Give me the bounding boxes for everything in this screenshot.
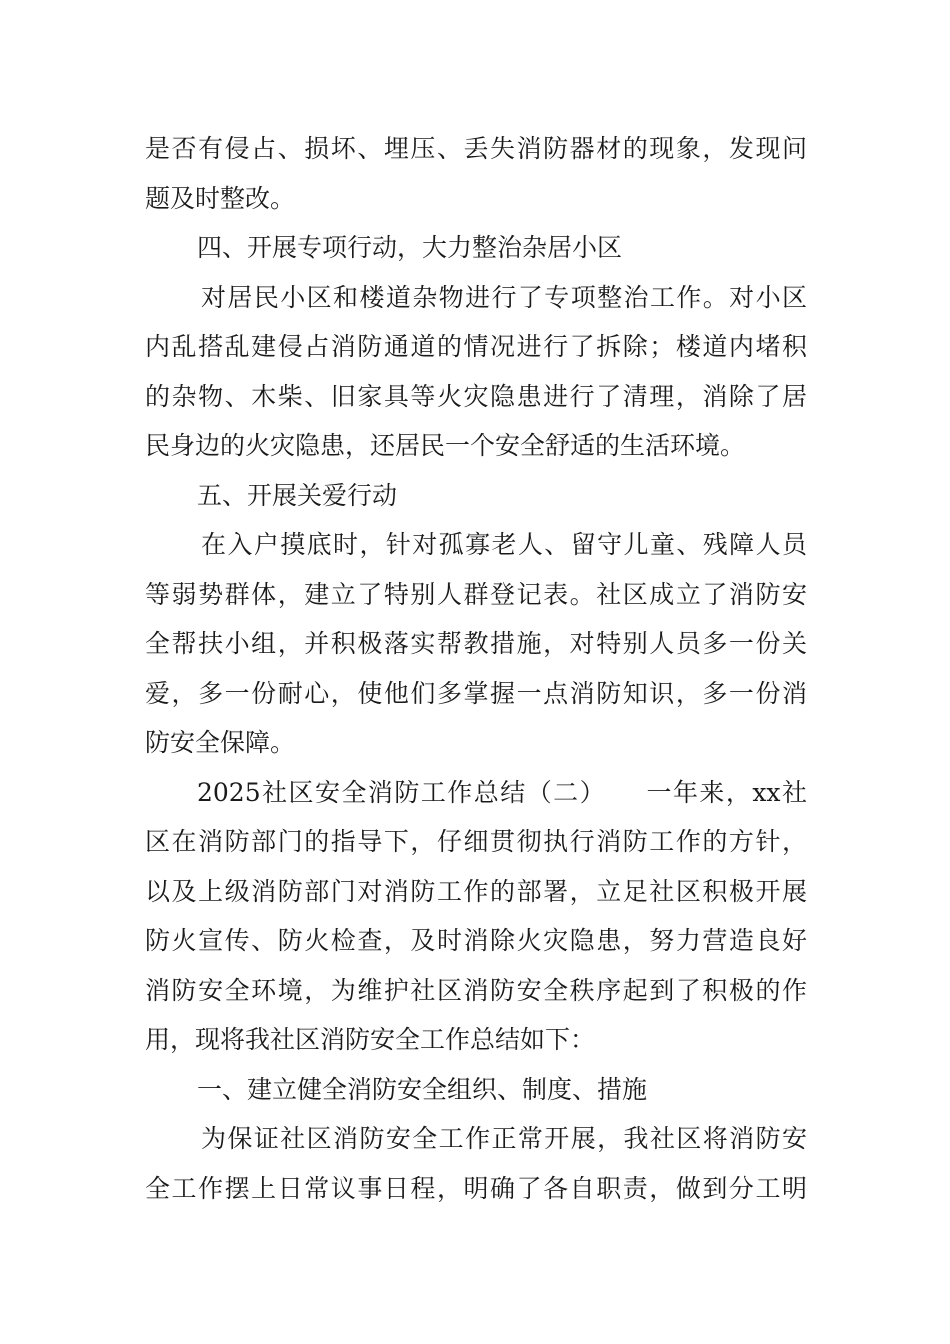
body-text-line: 等弱势群体，建立了特别人群登记表。社区成立了消防安 [145, 579, 807, 609]
body-text-line: 的杂物、木柴、旧家具等火灾隐患进行了清理，消除了居 [145, 381, 807, 411]
body-text-line: 全帮扶小组，并积极落实帮教措施，对特别人员多一份关 [145, 629, 807, 658]
body-text-line: 用，现将我社区消防安全工作总结如下： [145, 1025, 596, 1054]
body-text-line: 在入户摸底时，针对孤寡老人、留守儿童、残障人员 [201, 530, 807, 559]
section-heading: 一、建立健全消防安全组织、制度、措施 [197, 1074, 648, 1104]
body-text-line: 为保证社区消防安全工作正常开展，我社区将消防安 [201, 1124, 807, 1153]
body-text-line: 对居民小区和楼道杂物进行了专项整治工作。对小区 [201, 282, 807, 312]
section-heading: 四、开展专项行动，大力整治杂居小区 [197, 233, 623, 262]
body-text-line: 消防安全环境，为维护社区消防安全秩序起到了积极的作 [145, 975, 807, 1005]
body-text-line: 爱，多一份耐心，使他们多掌握一点消防知识，多一份消 [145, 678, 807, 708]
document-page [145, 124, 807, 1213]
section-heading: 五、开展关爱行动 [197, 480, 398, 510]
body-text-line: 民身边的火灾隐患，还居民一个安全舒适的生活环境。 [145, 431, 746, 460]
body-text-line: 防火宣传、防火检查，及时消除火灾隐患，努力营造良好 [145, 926, 807, 955]
body-text-line: 是否有侵占、损坏、埋压、丢失消防器材的现象，发现问 [145, 134, 807, 163]
body-text-line: 全工作摆上日常议事日程，明确了各自职责，做到分工明 [145, 1173, 807, 1203]
body-text-line: 防安全保障。 [145, 728, 296, 757]
body-text-line: 内乱搭乱建侵占消防通道的情况进行了拆除；楼道内堵积 [145, 332, 807, 361]
body-text-line: 区在消防部门的指导下，仔细贯彻执行消防工作的方针， [145, 827, 807, 856]
body-text-line: 题及时整改。 [145, 183, 296, 213]
body-text-line: 以及上级消防部门对消防工作的部署，立足社区积极开展 [145, 876, 807, 906]
document-title-line: 2025社区安全消防工作总结（二） 一年来，xx社 [197, 777, 807, 807]
